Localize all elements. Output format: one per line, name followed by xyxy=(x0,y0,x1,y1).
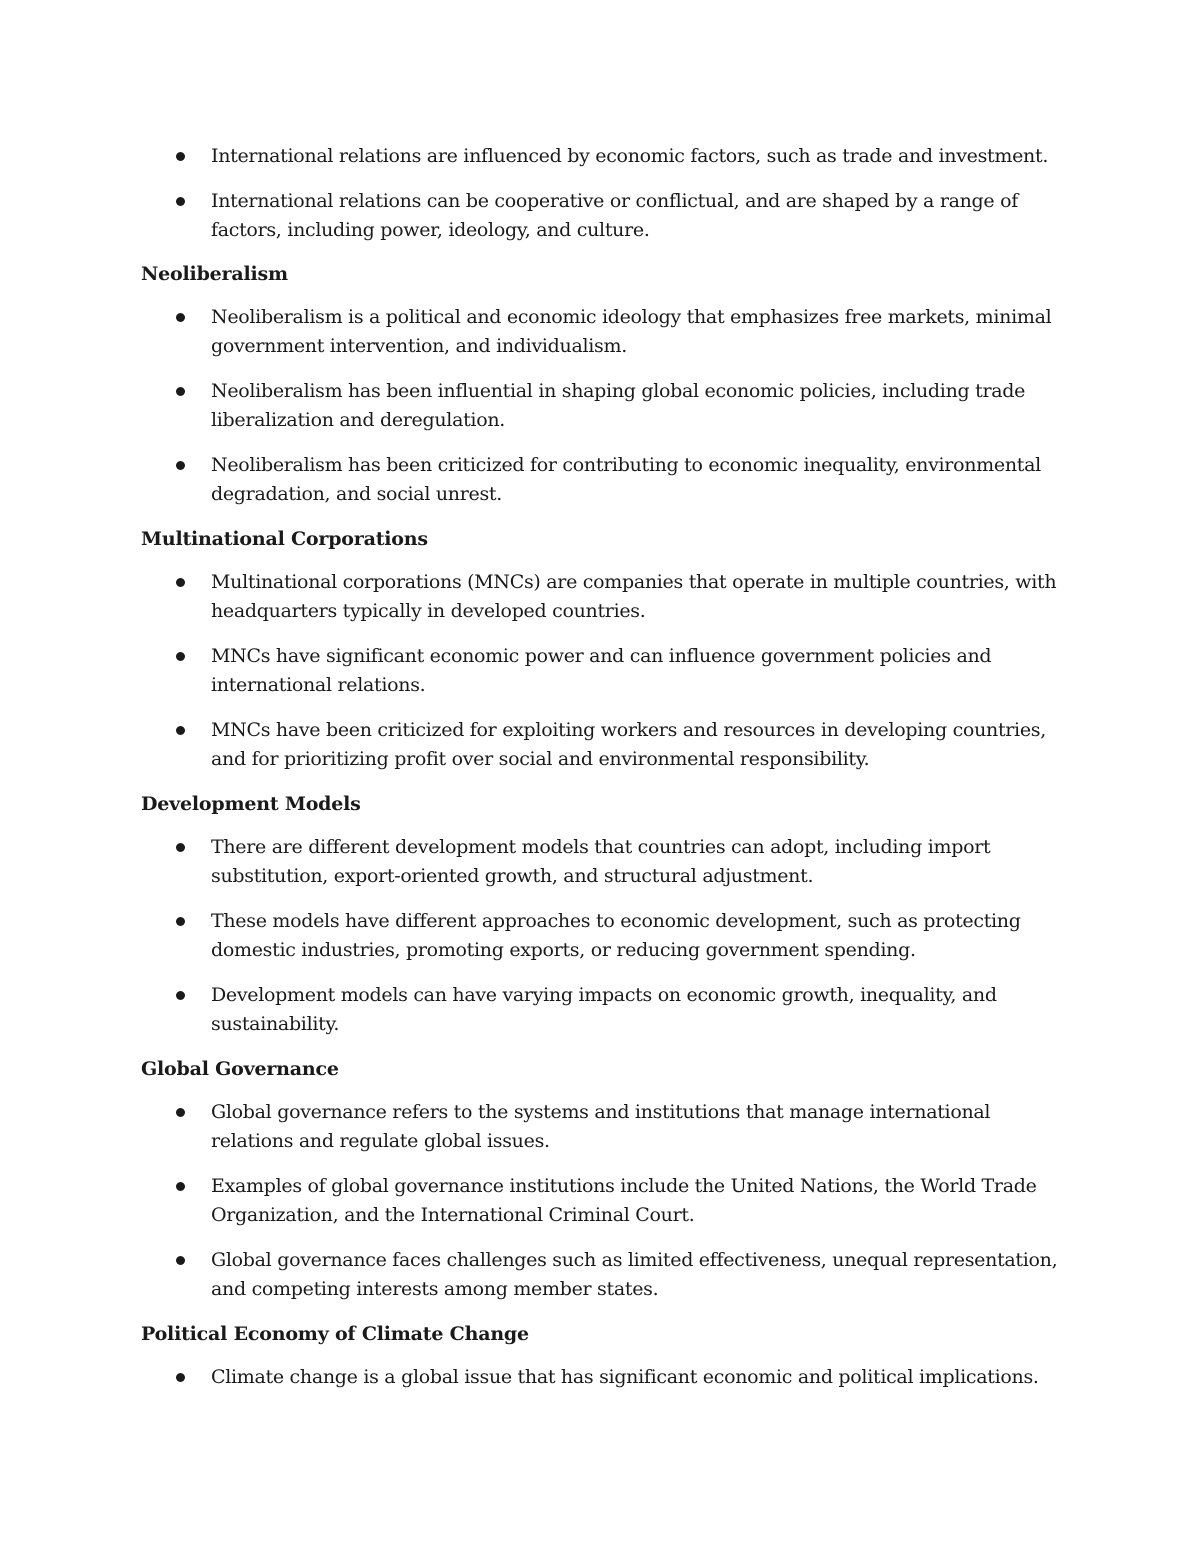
bullet-icon xyxy=(176,313,185,322)
list-item xyxy=(141,833,1071,892)
list-item-text: Development models can have varying impacts on economic growth, inequality, and sustainability. xyxy=(211,983,997,1035)
section-development-models xyxy=(141,789,1071,1040)
list-item-text: These models have different approaches to economic development, such as protecting domestic industries, promoting exports, or reducing government spending. xyxy=(211,909,1021,961)
list-item-text: There are different development models that countries can adopt, including import substitution, export-oriented growth, and structural adjustment. xyxy=(211,835,991,887)
list-item xyxy=(141,568,1071,627)
section-multinational-corporations xyxy=(141,524,1071,775)
list-item-text: Global governance faces challenges such as limited effectiveness, unequal representation, and competing interests among member states. xyxy=(211,1248,1058,1300)
intro-bullet-list xyxy=(141,142,1071,246)
list-item-text: Neoliberalism has been influential in shaping global economic policies, including trade liberalization and deregulation. xyxy=(211,379,1026,431)
bullet-icon xyxy=(176,152,185,161)
list-item-text: International relations are influenced by economic factors, such as trade and investment. xyxy=(211,145,1049,167)
bullet-icon xyxy=(176,1182,185,1191)
bullet-icon xyxy=(176,1256,185,1265)
section-heading: Development Models xyxy=(141,792,361,815)
section-heading: Political Economy of Climate Change xyxy=(141,1322,529,1345)
list-item-text: International relations can be cooperative or conflictual, and are shaped by a range of factors, including power, ideology, and culture. xyxy=(211,189,1018,241)
list-item xyxy=(141,1098,1071,1157)
list-item-text: Climate change is a global issue that has significant economic and political implications. xyxy=(211,1365,1039,1388)
bullet-icon xyxy=(176,991,185,1000)
bullet-icon xyxy=(176,726,185,735)
list-item xyxy=(141,451,1071,510)
list-item-text: MNCs have been criticized for exploiting workers and resources in developing countries, and for prioritizing profit over social and environmental responsibility. xyxy=(211,718,1046,770)
list-item xyxy=(141,1172,1071,1231)
list-item-text: Multinational corporations (MNCs) are companies that operate in multiple countries, with headquarters typically in developed countries. xyxy=(211,570,1057,622)
list-item xyxy=(141,907,1071,966)
section-heading: Neoliberalism xyxy=(141,262,288,285)
section-global-governance xyxy=(141,1054,1071,1305)
list-item xyxy=(141,377,1071,436)
section-heading: Global Governance xyxy=(141,1057,339,1080)
list-item xyxy=(141,642,1071,701)
bullet-icon xyxy=(176,1373,185,1382)
bullet-icon xyxy=(176,387,185,396)
section-heading: Multinational Corporations xyxy=(141,527,428,550)
list-item xyxy=(141,187,1071,246)
document-page xyxy=(141,142,1071,1406)
bullet-icon xyxy=(176,578,185,587)
section-neoliberalism xyxy=(141,259,1071,510)
bullet-icon xyxy=(176,652,185,661)
list-item xyxy=(141,142,1071,172)
list-item-text: MNCs have significant economic power and can influence government policies and international relations. xyxy=(211,644,992,696)
list-item xyxy=(141,716,1071,775)
list-item-text: Examples of global governance institutions include the United Nations, the World Trade Organization, and the International Criminal Court. xyxy=(211,1174,1037,1226)
list-item xyxy=(141,1363,1071,1393)
bullet-icon xyxy=(176,843,185,852)
list-item xyxy=(141,303,1071,362)
bullet-icon xyxy=(176,917,185,926)
section-political-economy-climate-change xyxy=(141,1319,1071,1393)
list-item-text: Neoliberalism has been criticized for contributing to economic inequality, environmental degradation, and social unrest. xyxy=(211,453,1041,505)
list-item xyxy=(141,981,1071,1040)
list-item-text: Global governance refers to the systems and institutions that manage international relations and regulate global issues. xyxy=(211,1100,991,1152)
list-item-text: Neoliberalism is a political and economic ideology that emphasizes free markets, minimal government intervention, and individualism. xyxy=(211,305,1052,357)
bullet-icon xyxy=(176,461,185,470)
list-item xyxy=(141,1246,1071,1305)
bullet-icon xyxy=(176,1108,185,1117)
bullet-icon xyxy=(176,197,185,206)
